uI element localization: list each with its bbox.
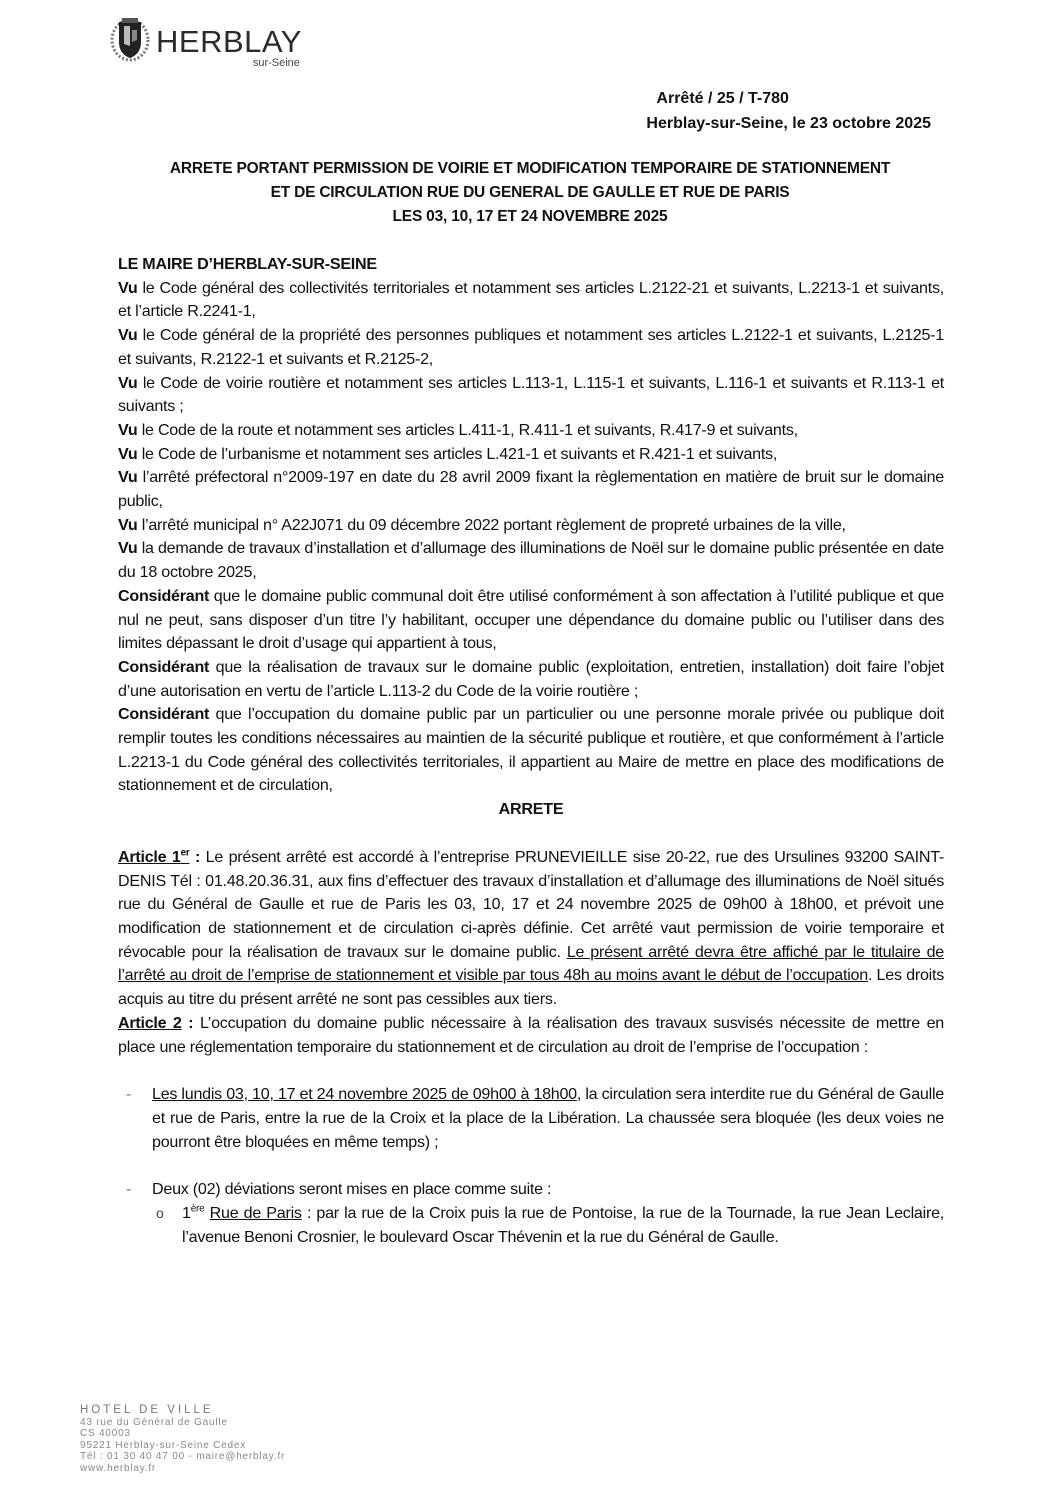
title-line: ARRETE PORTANT PERMISSION DE VOIRIE ET MODIFICATION TEMPORAIRE DE STATIONNEMENT: [169, 160, 891, 177]
detour-street: Rue de Paris: [209, 1204, 302, 1223]
article-1-text: Le présent arrêté est accordé à l’entreprise PRUNEVIEILLE sise 20-22, rue des Ursulines 93200 SAINT-DENIS Tél : 01.48.20.36.31, aux fins d’effectuer des travaux d’installation et d’allumage des illuminations de Noël situés rue du Général de Gaulle et rue de Paris les 03, 10, 17 et 24 novembre 2025 de 09h00 à 18h00, et prévoit une modification de stationnement et de circulation ci-après définie. Cet arrêté vaut permission de voirie temporaire et révocable pour la réalisation de travaux sur le domaine public.: [118, 847, 944, 961]
preamble-item: [118, 537, 944, 584]
article-1-label: Article 1er: [118, 847, 190, 866]
preamble-item: [118, 656, 944, 703]
preamble-lead: Vu: [118, 278, 138, 297]
detour-item: o 1ère Rue de Paris : par la rue de la Croix puis la rue de Pontoise, la rue de la Tournade, la rue Jean Leclaire, l’avenue Benoni Crosnier, le boulevard Oscar Thévenin et la rue du Général de Gaulle.: [156, 1203, 944, 1246]
article-1-tail: . Les droits acquis au titre du présent arrêté ne sont pas cessibles aux tiers.: [118, 966, 944, 1009]
preamble-lead: Vu: [118, 539, 138, 558]
logo-name: HERBLAY: [156, 24, 302, 59]
preamble-text: que l’occupation du domaine public par un particulier ou une personne morale privée ou publique doit remplir toutes les conditions nécessaires au maintien de la sécurité publique et routière, et que conformément à l’article L.2213-1 du Code général des collectivités territoriales, il appartient au Maire de mettre en place des modifications de stationnement et de circulation,: [118, 705, 944, 795]
footer-title: HOTEL DE VILLE: [80, 1404, 214, 1416]
preamble-text: que la réalisation de travaux sur le domaine public (exploitation, entretien, installation) doit faire l’objet d’une autorisation en vertu de l’article L.113-2 du Code de la voirie routière ;: [118, 657, 944, 700]
preamble-lead: Vu: [118, 373, 138, 392]
article-2-list: [118, 1083, 944, 1202]
logo-subtitle: sur-Seine: [252, 57, 300, 69]
preamble-item: [118, 372, 944, 419]
preamble-text: l’arrêté préfectoral n°2009-197 en date du 28 avril 2009 fixant la règlementation en matière de bruit sur le domaine public,: [118, 468, 944, 511]
preamble-text: la demande de travaux d’installation et d’allumage des illuminations de Noël sur le domaine public présentée en date du 18 octobre 2025,: [118, 539, 944, 582]
footer-city: 95221 Herblay-sur-Seine Cedex: [80, 1439, 247, 1451]
article-1: Article 1er : Le présent arrêté est accordé à l’entreprise PRUNEVIEILLE sise 20-22, rue des Ursulines 93200 SAINT-DENIS Tél : 01.48.20.36.31, aux fins d’effectuer des travaux d’installation et d’allumage des illuminations de Noël situés rue du Général de Gaulle et rue de Paris les 03, 10, 17 et 24 novembre 2025 de 09h00 à 18h00, et prévoit une modification de stationnement et de circulation ci-après définie. Cet arrêté vaut permission de voirie temporaire et révocable pour la réalisation de travaux sur le domaine public. Le présent arrêté devra être affiché par le titulaire de l’arrêté au droit de l’emprise de stationnement et visible par tous 48h au moins avant le début de l’occupation. Les droits acquis au titre du présent arrêté ne sont pas cessibles aux tiers.: [118, 847, 944, 1009]
document-body: [118, 253, 944, 1249]
article-2-label: Article 2: [118, 1013, 182, 1032]
preamble-lead: Considérant: [118, 657, 210, 676]
preamble-item: [118, 324, 944, 371]
preamble-text: l’arrêté municipal n° A22J071 du 09 décembre 2022 portant règlement de propreté urbaines de la ville,: [137, 515, 846, 534]
title-line: ET DE CIRCULATION RUE DU GENERAL DE GAULLE ET RUE DE PARIS: [270, 184, 790, 201]
place-and-date: Herblay-sur-Seine, le 23 octobre 2025: [646, 115, 931, 132]
preamble-lead: Vu: [118, 420, 138, 439]
footer-street: 43 rue du Général de Gaulle: [80, 1416, 228, 1428]
preamble-lead: Considérant: [118, 705, 210, 724]
list-item: - Deux (02) déviations seront mises en place comme suite :: [120, 1178, 944, 1202]
preamble-item: [118, 514, 944, 538]
preamble-item: [118, 277, 944, 324]
decree-reference: Arrêté / 25 / T-780: [656, 90, 789, 107]
preamble-item: [118, 443, 944, 467]
dash-bullet-icon: -: [126, 1180, 132, 1199]
footer-address: [80, 1405, 285, 1474]
preamble-item: [118, 466, 944, 513]
footer-cs: CS 40003: [80, 1428, 131, 1439]
preamble-lead: Vu: [118, 468, 138, 487]
circle-bullet-icon: o: [156, 1205, 164, 1222]
authority-heading: LE MAIRE D’HERBLAY-SUR-SEINE: [118, 255, 377, 273]
city-crest-icon: [110, 14, 150, 62]
detour-list: [118, 1202, 944, 1249]
article-2-text: L’occupation du domaine public nécessaire à la réalisation des travaux susvisés nécessite de mettre en place une réglementation temporaire du stationnement et de circulation au droit de l’emprise de l’occupation :: [118, 1013, 944, 1056]
preamble-text: que le domaine public communal doit être utilisé conformément à son affectation à l’utilité publique et que nul ne peut, sans disposer d’un titre l’y habilitant, occuper une dépendance du domaine public ou l’utiliser dans des limites dépassant le droit d’usage qui appartient à tous,: [118, 586, 944, 653]
preamble-list: [118, 277, 944, 798]
preamble-lead: Vu: [118, 326, 138, 345]
footer-website[interactable]: www.herblay.fr: [80, 1462, 157, 1474]
article-2: Article 2 : L’occupation du domaine public nécessaire à la réalisation des travaux susvisés nécessite de mettre en place une réglementation temporaire du stationnement et de circulation au droit de l’emprise de l’occupation :: [118, 1013, 944, 1056]
article-1-display-notice: Le présent arrêté devra être affiché par le titulaire de l’arrêté au droit de l’emprise de stationnement et visible par tous 48h au moins avant le début de l’occupation: [118, 942, 944, 985]
preamble-item: [118, 419, 944, 443]
title-line: LES 03, 10, 17 ET 24 NOVEMBRE 2025: [392, 208, 668, 225]
preamble-text: le Code de voirie routière et notamment ses articles L.113-1, L.115-1 et suivants, L.116-1 et suivants et R.113-1 et suivants ;: [118, 373, 944, 416]
preamble-lead: Vu: [118, 515, 138, 534]
decree-heading: ARRETE: [498, 800, 564, 819]
closure-dates: Les lundis 03, 10, 17 et 24 novembre 2025 de 09h00 à 18h00: [152, 1085, 577, 1104]
preamble-item: [118, 585, 944, 656]
preamble-item: [118, 703, 944, 798]
preamble-text: le Code général de la propriété des personnes publiques et notamment ses articles L.2122-1 et suivants, L.2125-1 et suivants, R.2122-1 et suivants et R.2125-2,: [118, 326, 944, 368]
preamble-text: le Code de la route et notamment ses articles L.411-1, R.411-1 et suivants, R.417-9 et suivants,: [137, 420, 798, 439]
preamble-lead: Vu: [118, 444, 138, 463]
preamble-lead: Considérant: [118, 586, 210, 605]
preamble-text: le Code général des collectivités territoriales et notamment ses articles L.2122-21 et suivants, L.2213-1 et suivants, et l’article R.2241-1,: [118, 278, 944, 321]
preamble-text: le Code de l’urbanisme et notamment ses articles L.421-1 et suivants et R.421-1 et suivants,: [137, 444, 778, 463]
dash-bullet-icon: -: [126, 1085, 132, 1104]
herblay-logo: [110, 14, 302, 69]
list-item: - Les lundis 03, 10, 17 et 24 novembre 2025 de 09h00 à 18h00, la circulation sera interdite rue du Général de Gaulle et rue de Paris, entre la rue de la Croix et la place de la Libération. La chaussée sera bloquée (les deux voies ne pourront être bloquées en même temps) ;: [126, 1085, 944, 1151]
reference-block: [646, 86, 931, 136]
footer-contact: Tél : 01 30 40 47 00 - maire@herblay.fr: [80, 1451, 286, 1462]
document-title: [110, 157, 950, 229]
